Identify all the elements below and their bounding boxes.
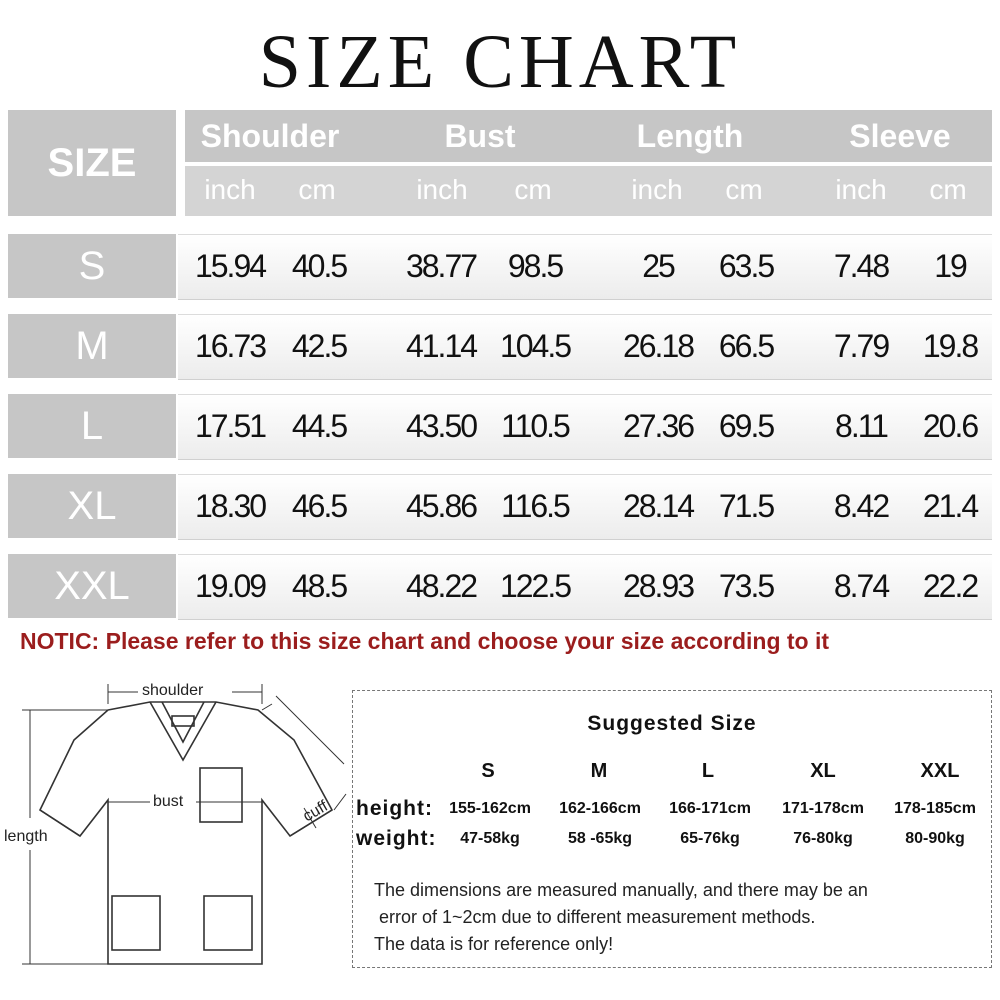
unit-header: cm [929, 174, 967, 205]
garment-diagram [0, 668, 350, 988]
height-label: height: [356, 797, 433, 820]
height-range: 155-162cm [449, 800, 531, 817]
table-cell: 48.5 [291, 568, 347, 604]
height-range: 166-171cm [669, 800, 751, 817]
shoulder-label: shoulder [142, 682, 204, 699]
table-cell: 45.86 [405, 488, 477, 524]
table-cell: 71.5 [718, 488, 774, 524]
length-label: length [4, 828, 48, 845]
table-cell: 21.4 [922, 488, 978, 524]
lower-pocket-left [112, 896, 160, 950]
table-cell: 66.5 [718, 328, 774, 364]
table-cell: 38.77 [405, 248, 477, 284]
header-shoulder: Shoulder [200, 118, 340, 154]
size-label-xxl: XXL [8, 554, 176, 618]
table-cell: 42.5 [291, 328, 347, 364]
table-cell: 15.94 [194, 248, 266, 284]
table-cell: 110.5 [501, 408, 569, 444]
scrub-top-outline [40, 702, 332, 964]
unit-header: inch [835, 174, 887, 205]
unit-header: cm [514, 174, 552, 205]
unit-header: inch [631, 174, 683, 205]
size-label-m: M [8, 314, 176, 378]
table-cell: 116.5 [501, 488, 569, 524]
suggested-size-heading: S [481, 760, 495, 782]
size-label-s: S [8, 234, 176, 298]
height-range: 162-166cm [559, 800, 641, 817]
table-cell: 22.2 [922, 568, 978, 604]
size-label-l: L [8, 394, 176, 458]
suggested-size-heading: XXL [920, 760, 960, 782]
table-cell: 25 [642, 248, 674, 284]
unit-header: cm [725, 174, 763, 205]
header-sleeve: Sleeve [849, 118, 951, 154]
table-cell: 43.50 [405, 408, 477, 444]
suggested-size-heading: XL [810, 760, 836, 782]
table-cell: 104.5 [499, 328, 571, 364]
table-cell: 17.51 [194, 408, 266, 444]
table-cell: 41.14 [405, 328, 477, 364]
unit-header: inch [416, 174, 468, 205]
suggested-size-title: Suggested Size [587, 712, 757, 735]
table-cell: 26.18 [622, 328, 694, 364]
table-cell: 20.6 [922, 408, 978, 444]
bust-label: bust [153, 793, 184, 810]
header-bust: Bust [444, 118, 516, 154]
size-column-header: SIZE [8, 110, 176, 216]
table-cell: 28.93 [622, 568, 694, 604]
weight-range: 80-90kg [905, 830, 965, 847]
disclaimer-line: error of 1~2cm due to different measurement methods. [374, 907, 816, 927]
table-cell: 98.5 [507, 248, 563, 284]
table-cell: 16.73 [194, 328, 266, 364]
unit-header: cm [298, 174, 336, 205]
table-cell: 7.79 [833, 328, 889, 364]
v-neck-outline [150, 702, 216, 760]
suggested-size-heading: L [701, 760, 715, 782]
notice-text: NOTIC: Please refer to this size chart and choose your size according to it [20, 628, 830, 654]
table-cell: 8.42 [833, 488, 889, 524]
disclaimer-line: The dimensions are measured manually, and there may be an [374, 880, 868, 900]
chest-pocket [200, 768, 242, 822]
table-cell: 63.5 [718, 248, 774, 284]
table-cell: 8.11 [835, 408, 887, 444]
weight-range: 65-76kg [680, 830, 740, 847]
table-cell: 18.30 [194, 488, 266, 524]
disclaimer-line: The data is for reference only! [374, 934, 614, 954]
table-cell: 27.36 [622, 408, 694, 444]
weight-range: 58 -65kg [567, 830, 633, 847]
table-cell: 8.74 [833, 568, 889, 604]
unit-header: inch [204, 174, 256, 205]
size-label-xl: XL [8, 474, 176, 538]
table-cell: 19 [934, 248, 966, 284]
table-cell: 7.48 [833, 248, 889, 284]
height-range: 171-178cm [782, 800, 864, 817]
cuff-label: cuff [300, 797, 331, 826]
table-cell: 44.5 [291, 408, 347, 444]
chart-title: SIZE CHART [258, 20, 742, 104]
height-range: 178-185cm [894, 800, 976, 817]
table-cell: 19.8 [922, 328, 978, 364]
table-cell: 19.09 [194, 568, 266, 604]
suggested-size-heading: M [590, 760, 608, 782]
weight-range: 76-80kg [793, 830, 853, 847]
weight-range: 47-58kg [460, 830, 520, 847]
table-cell: 46.5 [291, 488, 347, 524]
lower-pocket-right [204, 896, 252, 950]
table-cell: 73.5 [718, 568, 774, 604]
weight-label: weight: [356, 827, 437, 850]
table-cell: 40.5 [291, 248, 347, 284]
table-cell: 48.22 [405, 568, 477, 604]
table-cell: 69.5 [718, 408, 774, 444]
table-cell: 122.5 [499, 568, 571, 604]
header-length: Length [636, 118, 744, 154]
table-cell: 28.14 [622, 488, 694, 524]
